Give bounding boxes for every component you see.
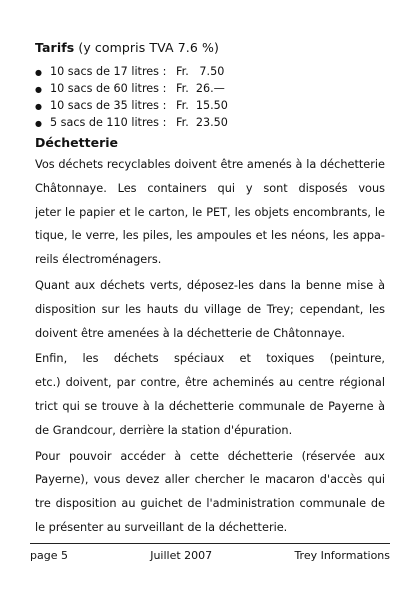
bullet-icon: ● bbox=[35, 119, 42, 128]
tarifs-list bbox=[35, 64, 228, 132]
footer-date: Juillet 2007 bbox=[150, 549, 213, 562]
text-line: Vos déchets recyclables doivent être amenés à la déchetterie bbox=[35, 158, 385, 171]
text-line: tique, le verre, les piles, les ampoules et les néons, les appa- bbox=[35, 229, 385, 243]
text-line: Quant aux déchets verts, déposez-les dans la benne mise à bbox=[35, 278, 385, 292]
paragraph bbox=[35, 347, 385, 442]
text-line: etc.) doivent, par contre, être acheminés au centre régional bbox=[35, 376, 385, 390]
decheterie-heading: Déchetterie bbox=[35, 135, 118, 150]
page-footer bbox=[30, 549, 390, 562]
text-line: reils électroménagers. bbox=[35, 253, 162, 267]
footer-page-number: page 5 bbox=[30, 549, 68, 562]
bullet-icon: ● bbox=[35, 85, 42, 94]
text-line: tre disposition au guichet de l'administration communale de bbox=[35, 497, 385, 511]
tarif-desc: 10 sacs de 35 litres : bbox=[50, 99, 167, 112]
tarif-desc: 5 sacs de 110 litres : bbox=[50, 116, 167, 129]
text-line: de Grandcour, derrière la station d'épuration. bbox=[35, 423, 293, 437]
text-line: Enfin, les déchets spéciaux et toxiques (peinture, bbox=[35, 352, 385, 366]
tarifs-note: (y compris TVA 7.6 %) bbox=[74, 40, 219, 55]
tarif-price: Fr. 7.50 bbox=[176, 65, 225, 78]
decheterie-body bbox=[35, 153, 385, 542]
text-line: disposition sur les hauts du village de Trey; cependant, les bbox=[35, 302, 385, 316]
tarif-price: Fr. 15.50 bbox=[176, 99, 228, 112]
tarif-desc: 10 sacs de 17 litres : bbox=[50, 65, 167, 78]
tarif-price: Fr. 23.50 bbox=[176, 116, 228, 129]
bullet-icon: ● bbox=[35, 102, 42, 111]
tarifs-heading-line bbox=[35, 40, 219, 55]
text-line: le présenter au surveillant de la déchetterie. bbox=[35, 520, 288, 534]
text-line: jeter le papier et le carton, le PET, les objets encombrants, le bbox=[35, 205, 385, 219]
paragraph bbox=[35, 445, 385, 540]
list-item bbox=[35, 64, 228, 81]
footer-publication: Trey Informations bbox=[294, 549, 390, 562]
paragraph bbox=[35, 274, 385, 345]
text-line: trict qui se trouve à la déchetterie communale de Payerne à bbox=[35, 399, 385, 413]
list-item bbox=[35, 98, 228, 115]
text-line: Payerne), vous devez aller chercher le macaron d'accès qui bbox=[35, 473, 385, 487]
tarifs-heading: Tarifs bbox=[35, 40, 75, 55]
tarif-desc: 10 sacs de 60 litres : bbox=[50, 82, 167, 95]
footer-divider bbox=[30, 543, 390, 544]
list-item bbox=[35, 81, 228, 98]
paragraph bbox=[35, 153, 385, 272]
bullet-icon: ● bbox=[35, 68, 42, 77]
tarif-price: Fr. 26.— bbox=[176, 82, 225, 95]
text-line: Pour pouvoir accéder à cette déchetterie (réservée aux bbox=[35, 449, 385, 463]
text-line: doivent être amenées à la déchetterie de Châtonnaye. bbox=[35, 326, 346, 340]
list-item bbox=[35, 115, 228, 132]
text-line: Châtonnaye. Les containers qui y sont disposés vous bbox=[35, 181, 385, 195]
